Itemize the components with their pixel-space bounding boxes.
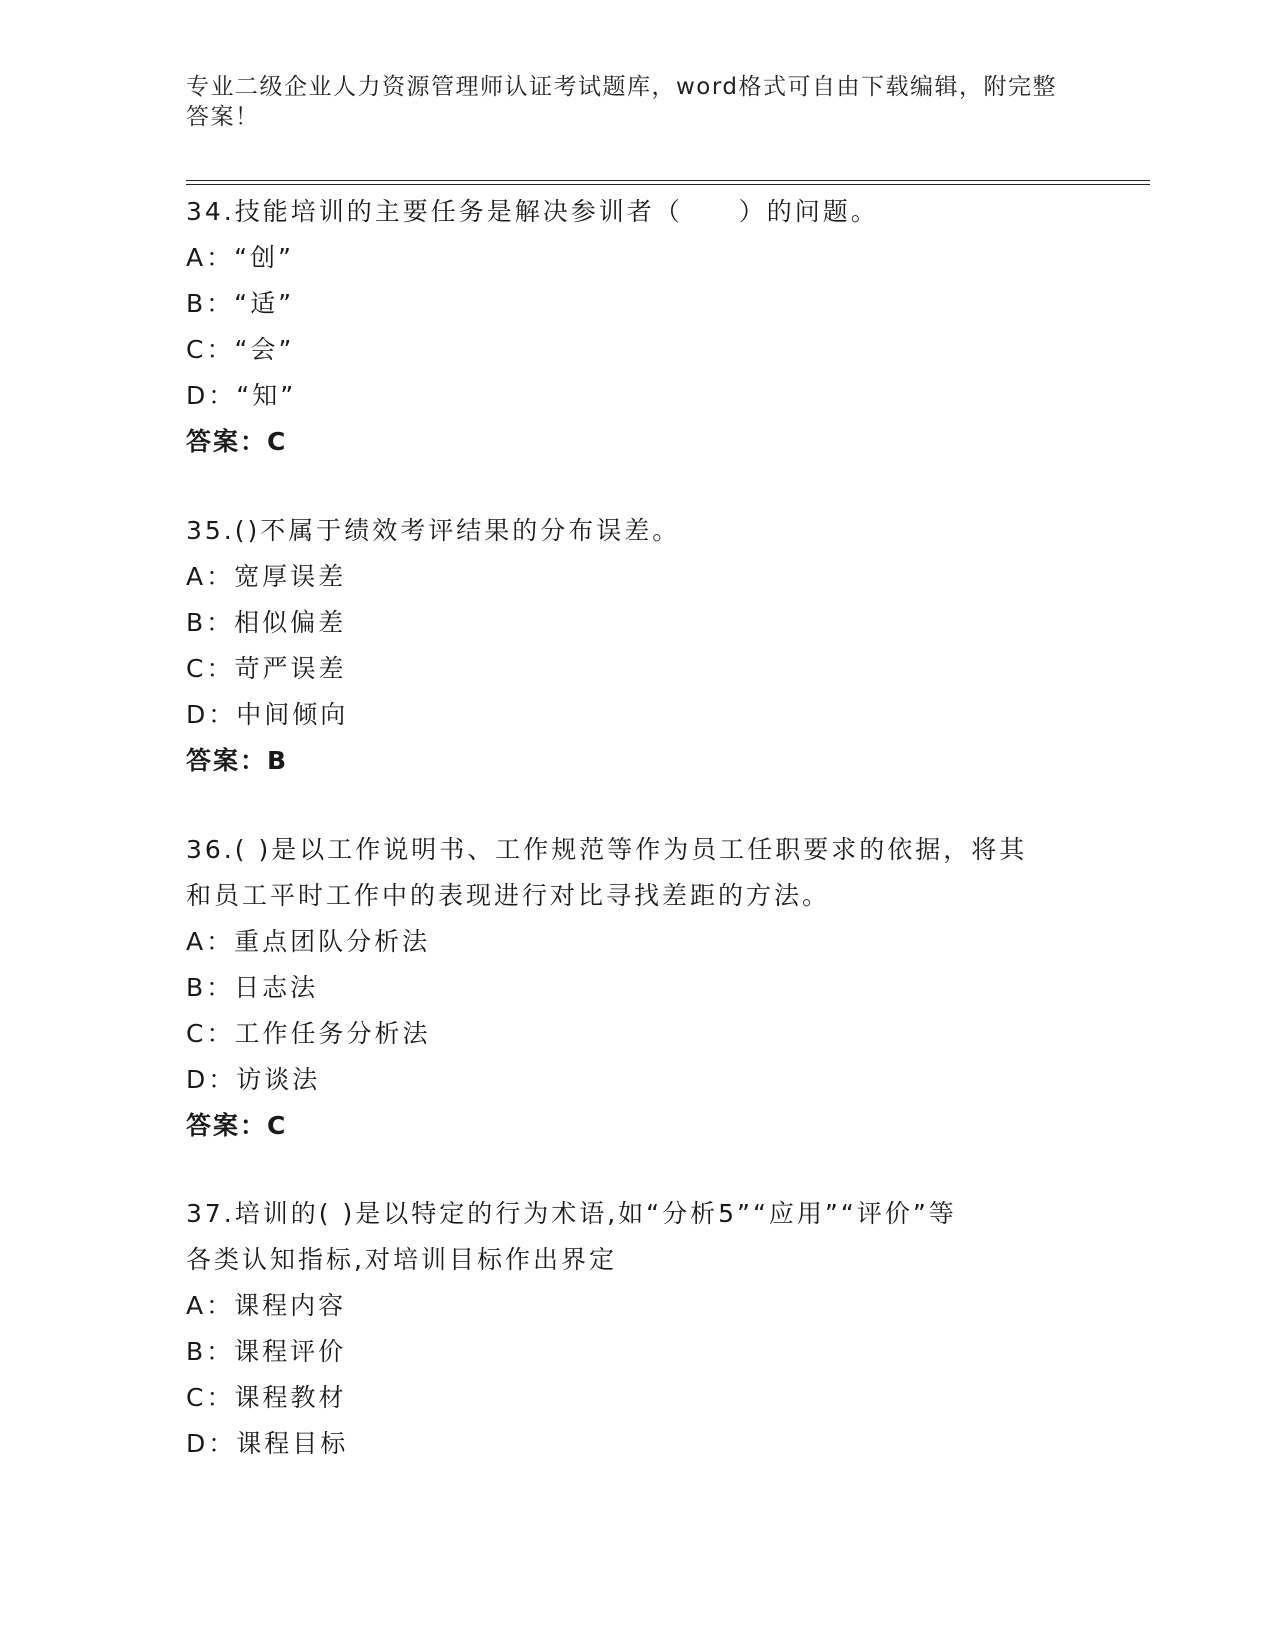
option-a: A：课程内容 (186, 1291, 347, 1320)
option-a: A：“创” (186, 243, 295, 272)
question-stem-line-2: 各类认知指标,对培训目标作出界定 (186, 1245, 617, 1274)
header-divider-bottom (186, 184, 1150, 185)
question-35 (186, 508, 1086, 784)
question-stem: 35.()不属于绩效考评结果的分布误差。 (186, 516, 681, 545)
option-c: C：工作任务分析法 (186, 1019, 431, 1048)
option-d: D：访谈法 (186, 1065, 321, 1094)
header-line-2: 答案！ (186, 104, 260, 130)
header-line-1: 专业二级企业人力资源管理师认证考试题库，word格式可自由下载编辑，附完整 (186, 74, 1058, 100)
header-divider-top (186, 180, 1150, 181)
question-34 (186, 189, 1086, 465)
answer-text: 答案：B (186, 746, 289, 775)
option-a: A：宽厚误差 (186, 562, 347, 591)
question-36 (186, 827, 1086, 1149)
option-d: D：中间倾向 (186, 700, 349, 729)
question-stem-line-1: 37.培训的( )是以特定的行为术语,如“分析5”“应用”“评价”等 (186, 1199, 957, 1228)
question-stem-line-2: 和员工平时工作中的表现进行对比寻找差距的方法。 (186, 881, 831, 910)
answer-text: 答案：C (186, 1111, 288, 1140)
option-d: D：课程目标 (186, 1429, 349, 1458)
option-a: A：重点团队分析法 (186, 927, 431, 956)
question-37 (186, 1191, 1086, 1467)
option-b: B：“适” (186, 289, 295, 318)
option-c: C：“会” (186, 335, 295, 364)
option-c: C：课程教材 (186, 1383, 347, 1412)
option-b: B：课程评价 (186, 1337, 347, 1366)
question-stem: 34.技能培训的主要任务是解决参训者（ ）的问题。 (186, 197, 879, 226)
option-b: B：日志法 (186, 973, 319, 1002)
question-stem-line-1: 36.( )是以工作说明书、工作规范等作为员工任职要求的依据，将其 (186, 835, 1028, 864)
option-b: B：相似偏差 (186, 608, 347, 637)
option-c: C：苛严误差 (186, 654, 347, 683)
document-header (186, 72, 1066, 132)
answer-text: 答案：C (186, 427, 288, 456)
option-d: D：“知” (186, 381, 297, 410)
